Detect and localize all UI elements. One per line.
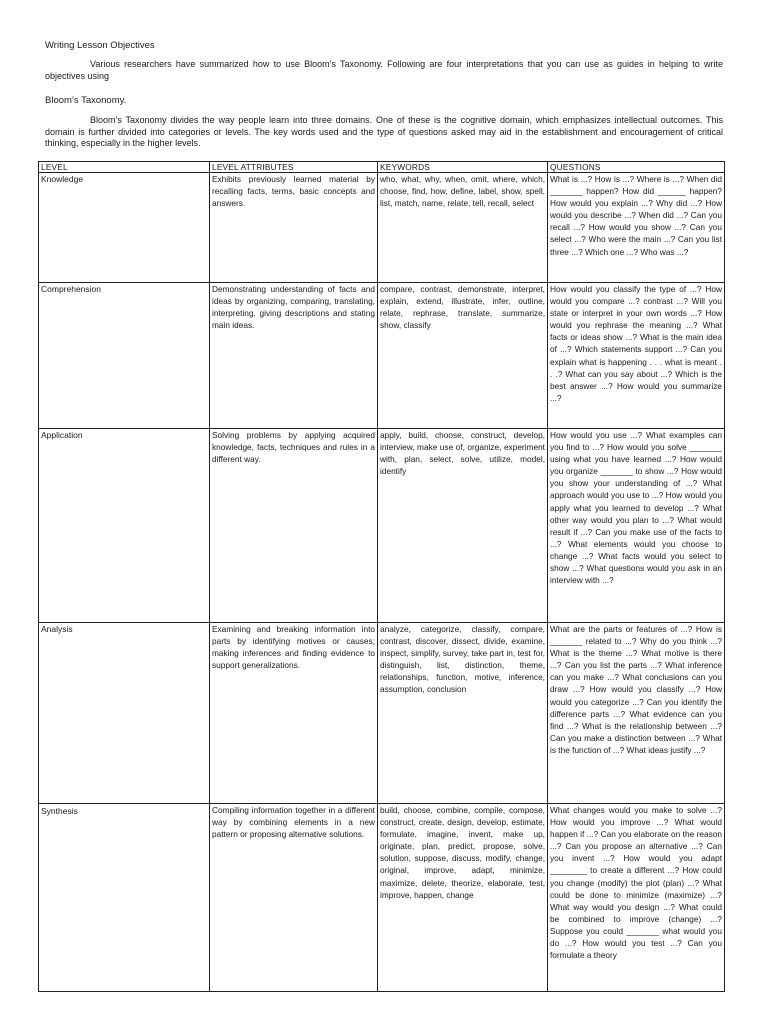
section-paragraph: Bloom’s Taxonomy divides the way people learn into three domains. One of these is the cognitive domain, which emphasizes intellectual outcomes. This domain is further divided into categories or levels. The key words used and the type of questions asked may aid in the establishment and encouragement of critical thinking, especially in the higher levels. [45, 115, 723, 148]
attributes-cell: Solving problems by applying acquired knowledge, facts, techniques and rules in a different way. [210, 429, 378, 623]
bloom-taxonomy-table [38, 161, 725, 992]
table-row [39, 429, 725, 623]
keywords-cell: who, what, why, when, omit, where, which, choose, find, how, define, label, show, spell, list, match, name, relate, tell, recall, select [378, 173, 548, 283]
questions-cell: What is ...? How is ...? Where is ...? When did _______ happen? How did ______ happen? How would you explain ...? Why did ...? How would you describe ...? When did ...? Can you recall ...? How would you show ...? Can you select ...? Who were the main ...? Can you list three ...? Which one ...? Who was ...? [548, 173, 725, 283]
keywords-cell: apply, build, choose, construct, develop, interview, make use of, organize, experiment with, plan, select, solve, utilize, model, identify [378, 429, 548, 623]
keywords-cell: compare, contrast, demonstrate, interpret, explain, extend, illustrate, infer, outline, relate, rephrase, translate, summarize, show, classify [378, 283, 548, 429]
table-row [39, 623, 725, 804]
keywords-cell: build, choose, combine, compile, compose, construct, create, design, develop, estimate, formulate, imagine, invent, make up, originate, plan, predict, propose, solve, solution, suppose, discuss, modify, change, original, improve, adapt, minimize, maximize, delete, theorize, elaborate, test, improve, happen, change [378, 804, 548, 992]
table-row [39, 804, 725, 992]
table-row [39, 173, 725, 283]
questions-cell: What changes would you make to solve ...? How would you improve ...? What would happen if ...? Can you elaborate on the reason ...? Can you propose an alternative ...? Can you invent ...? How would you adapt ________ to create a different ...? How could you change (modify) the plot (plan) ...? What could be done to minimize (maximize) ...? What way would you design ...? What could be combined to improve (change) ...? Suppose you could _______ what would you do ...? How would you test ...? Can you formulate a theory [548, 804, 725, 992]
section-title: Bloom’s Taxonomy. [45, 95, 127, 106]
header-keywords: KEYWORDS [378, 162, 548, 173]
table-row [39, 283, 725, 429]
questions-cell: What are the parts or features of ...? How is _______ related to ...? Why do you think ...? What is the theme ...? What motive is there ...? Can you list the parts ...? What inference can you make ...? What conclusions can you draw ...? How would you classify ...? How would you categorize ...? Can you identify the difference parts ...? What evidence can you find ...? What is the relationship between ...? Can you make a distinction between ...? What is the function of ...? What ideas justify ...? [548, 623, 725, 804]
attributes-cell: Exhibits previously learned material by recalling facts, terms, basic concepts and answers. [210, 173, 378, 283]
questions-cell: How would you classify the type of ...? How would you compare ...? contrast ...? Will you state or interpret in your own words ...? How would you rephrase the meaning ...? What facts or ideas show ...? What is the main idea of ...? Which statements support ...? Can you explain what is happening . . . what is meant . . .? What can you say about ...? Which is the best answer ...? How would you summarize ...? [548, 283, 725, 429]
table-header-row [39, 162, 725, 173]
level-cell: Analysis [39, 623, 210, 804]
attributes-cell: Examining and breaking information into parts by identifying motives or causes; making inferences and finding evidence to support generalizations. [210, 623, 378, 804]
attributes-cell: Compiling information together in a different way by combining elements in a new pattern or proposing alternative solutions. [210, 804, 378, 992]
level-cell: Comprehension [39, 283, 210, 429]
level-cell: Synthesis [39, 804, 210, 992]
header-level: LEVEL [39, 162, 210, 173]
intro-paragraph: Various researchers have summarized how to use Bloom’s Taxonomy. Following are four interpretations that you can use as guides in helping to write objectives using [45, 59, 723, 81]
header-level-attributes: LEVEL ATTRIBUTES [210, 162, 378, 173]
keywords-cell: analyze, categorize, classify, compare, contrast, discover, dissect, divide, examine, inspect, simplify, survey, take part in, test for, distinguish, list, distinction, theme, relationships, function, motive, inference, assumption, conclusion [378, 623, 548, 804]
level-cell: Application [39, 429, 210, 623]
questions-cell: How would you use ...? What examples can you find to ...? How would you solve _______ using what you have learned ...? How would you organize _______ to show ...? How would you show your understanding of ...? What approach would you use to ...? How would you apply what you learned to develop ...? What other way would you plan to ...? What would result if ...? Can you make use of the facts to ...? What elements would you choose to change ...? What facts would you select to show ...? What questions would you ask in an interview with ...? [548, 429, 725, 623]
level-cell: Knowledge [39, 173, 210, 283]
document-title: Writing Lesson Objectives [45, 40, 155, 51]
header-questions: QUESTIONS [548, 162, 725, 173]
attributes-cell: Demonstrating understanding of facts and ideas by organizing, comparing, translating, interpreting, giving descriptions and stating main ideas. [210, 283, 378, 429]
